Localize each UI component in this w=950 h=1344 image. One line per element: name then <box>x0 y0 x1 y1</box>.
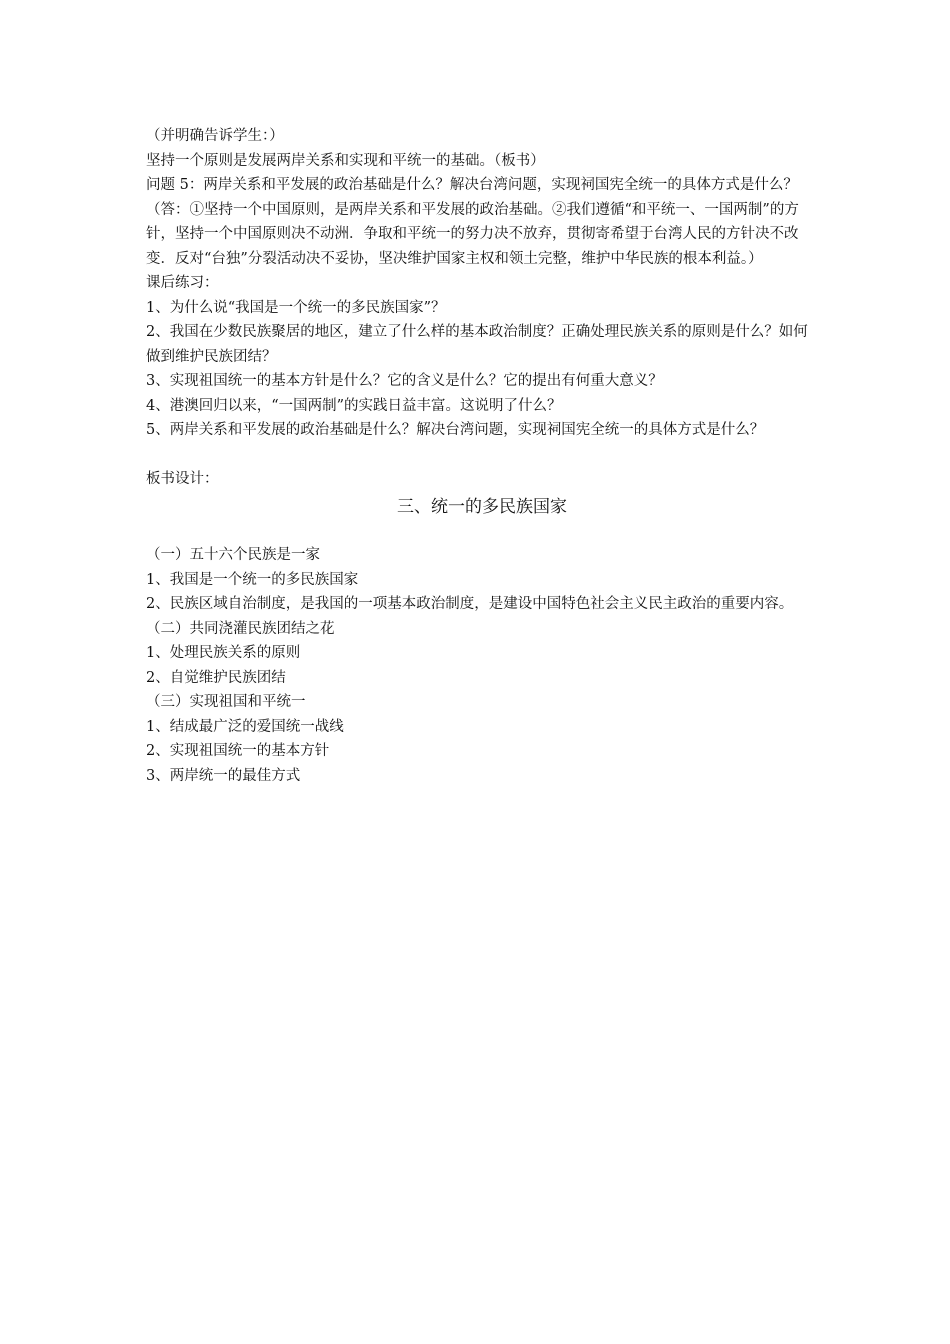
instruction-line: （并明确告诉学生：） <box>146 128 284 144</box>
blank-line <box>146 443 818 467</box>
exercises-heading: 课后练习： <box>146 275 219 291</box>
board-part-title: （一）五十六个民族是一家 <box>146 547 320 563</box>
board-item: 3、两岸统一的最佳方式 <box>146 767 301 784</box>
exercise-item: 2、我国在少数民族聚居的地区，建立了什么样的基本政治制度？正确处理民族关系的原则是什么？如何做到维护民族团结？ <box>146 324 808 365</box>
exercise-item: 4、港澳回归以来，“一国两制”的实践日益丰富。这说明了什么？ <box>146 397 562 414</box>
board-item: 2、自觉维护民族团结 <box>146 669 286 686</box>
board-item: 1、处理民族关系的原则 <box>146 645 301 661</box>
blank-line <box>146 521 818 543</box>
board-item: 2、民族区域自治制度，是我国的一项基本政治制度，是建设中国特色社会主义民主政治的重要内容。 <box>146 596 794 612</box>
answer-paragraph: （答：①坚持一个中国原则，是两岸关系和平发展的政治基础。②我们遵循“和平统一、一国两制”的方针，坚持一个中国原则决不动洲．争取和平统一的努力决不放弃，贯彻寄希望于台湾人民的方针决不改变．反对“台独”分裂活动决不妥协，坚决维护国家主权和领土完整，维护中华民族的根本利益。） <box>146 201 799 267</box>
exercise-item: 1、为什么说“我国是一个统一的多民族国家”？ <box>146 299 446 316</box>
board-item: 1、结成最广泛的爱国统一战线 <box>146 718 344 735</box>
board-item: 1、我国是一个统一的多民族国家 <box>146 571 359 588</box>
principle-line: 坚持一个原则是发展两岸关系和实现和平统一的基础。（板书） <box>146 152 545 169</box>
board-heading: 板书设计： <box>146 470 219 487</box>
exercise-item: 3、实现祖国统一的基本方针是什么？它的含义是什么？它的提出有何重大意义？ <box>146 373 663 389</box>
board-part-title: （三）实现祖国和平统一 <box>146 694 306 710</box>
question-5: 问题 5：两岸关系和平发展的政治基础是什么？解决台湾问题，实现祠国宪全统一的具体方式是什么？ <box>146 177 798 193</box>
board-item: 2、实现祖国统一的基本方针 <box>146 743 330 759</box>
board-part-title: （二）共同浇灌民族团结之花 <box>146 620 335 637</box>
exercise-item: 5、两岸关系和平发展的政治基础是什么？解决台湾问题，实现祠国宪全统一的具体方式是什么？ <box>146 422 765 438</box>
document-page <box>146 124 818 788</box>
board-title: 三、统一的多民族国家 <box>397 497 567 517</box>
